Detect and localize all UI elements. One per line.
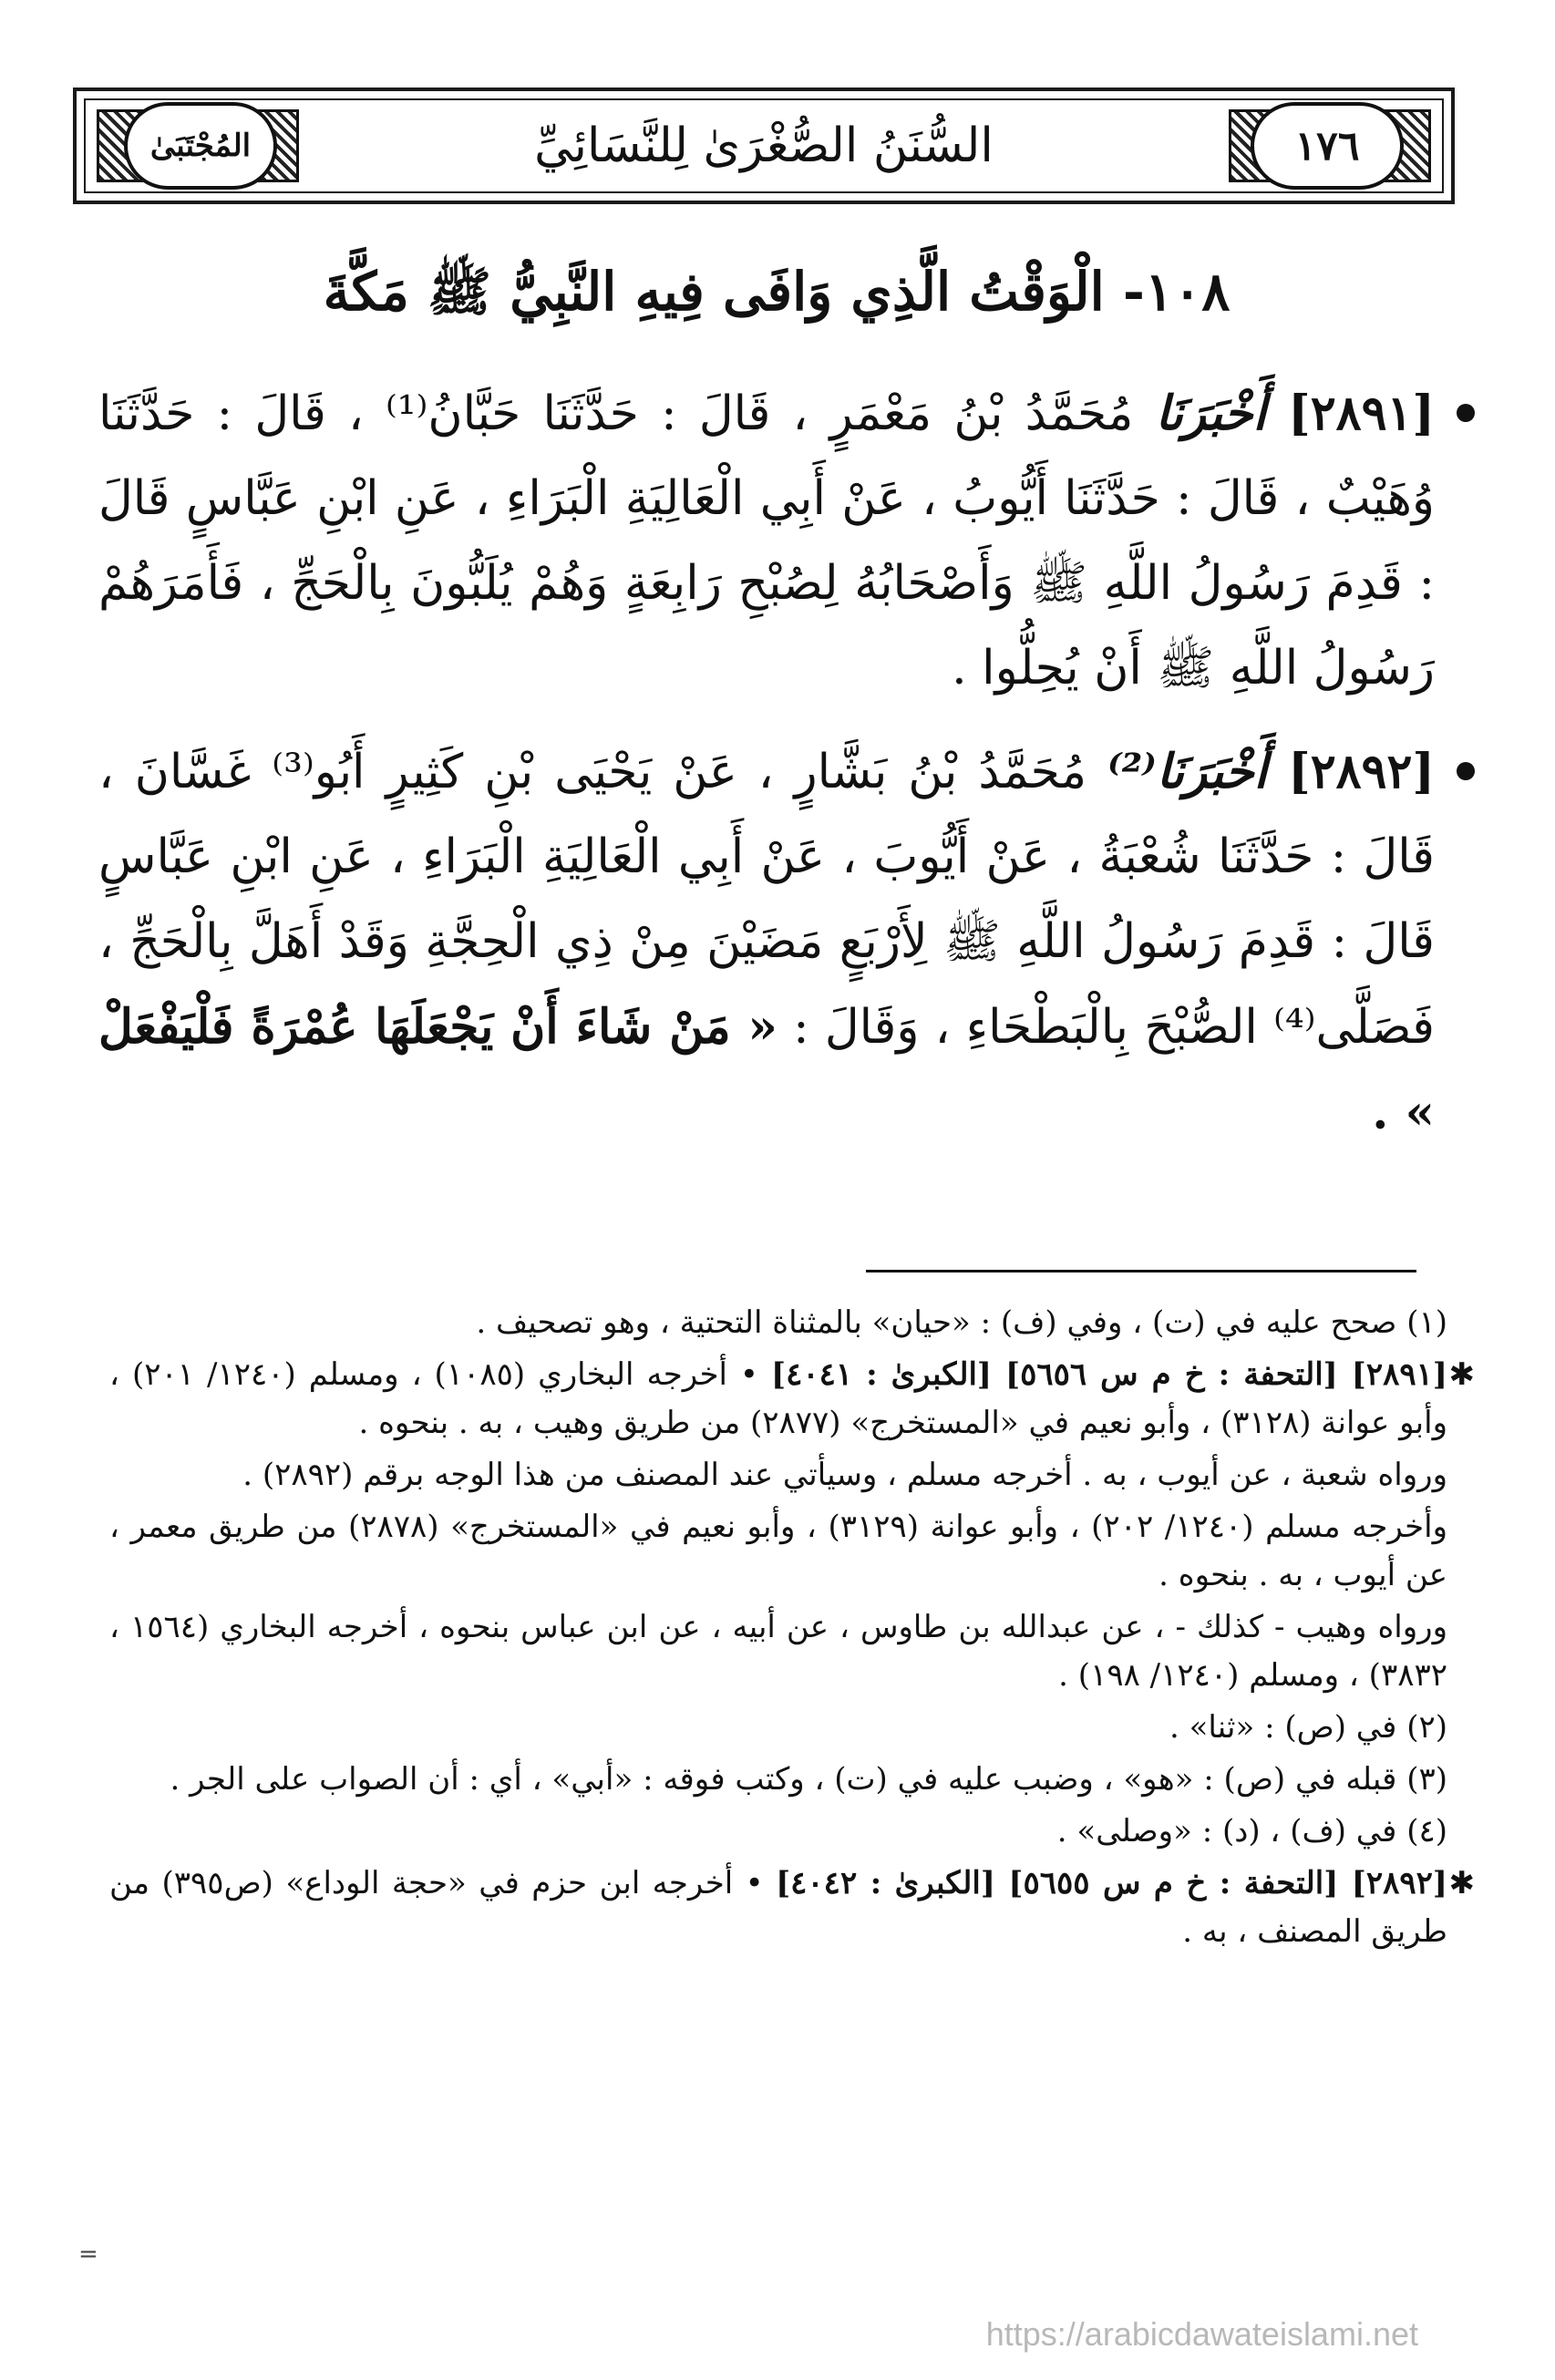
footnote	[109, 1704, 1447, 1752]
footnote-reference: [٢٨٩٢] [التحفة : خ م س ٥٦٥٥] [الكبرىٰ : ٤٠٤٢]	[776, 1865, 1448, 1901]
margin-mark: =	[78, 2241, 98, 2268]
hadith-number: [٢٨٩١]	[1288, 386, 1436, 441]
bullet-icon	[1457, 762, 1475, 780]
chapter-title: ١٠٨- الْوَقْتُ الَّذِي وَافَى فِيهِ النَّبِيُّ ﷺ مَكَّةَ	[323, 261, 1231, 323]
footnote-takhrij	[109, 1351, 1475, 1448]
footnote-text: وأخرجه مسلم (١٢٤٠/ ٢٠٢) ، وأبو عوانة (٣١٢٩) ، وأبو نعيم في «المستخرج» (٢٨٧٨) من طريق معمر ، عن أيوب ، به . بنحوه .	[109, 1509, 1448, 1593]
footnote-text: • أخرجه ابن حزم في «حجة الوداع» (ص٣٩٥) من طريق المصنف ، به .	[109, 1865, 1447, 1950]
hadith-number: [٢٨٩٢]	[1288, 744, 1436, 799]
footnote	[109, 1756, 1447, 1804]
hadith-opening: أَخْبَرَنَا	[1155, 386, 1266, 441]
asterisk-icon: ✱	[1448, 1356, 1475, 1393]
page-number: ١٧٦	[1251, 102, 1404, 190]
footnote	[109, 1299, 1447, 1347]
hadith-quote: « مَنْ شَاءَ أَنْ يَجْعَلَهَا عُمْرَةً فَلْيَفْعَلْ » .	[98, 999, 1435, 1140]
bullet-icon	[1457, 404, 1475, 422]
footnote-text: (٤) في (ف) ، (د) : «وصلى» .	[1056, 1813, 1447, 1849]
footnote-text: (١) صحح عليه في (ت) ، وفي (ف) : «حيان» بالمثناة التحتية ، وهو تصحيف .	[476, 1304, 1447, 1341]
footnote-takhrij	[109, 1860, 1475, 1956]
footnote	[109, 1603, 1447, 1700]
footnotes	[109, 1299, 1475, 1960]
page-header	[73, 88, 1455, 204]
footnote-text: (٢) في (ص) : «ثنا» .	[1169, 1709, 1447, 1746]
footnote	[109, 1808, 1447, 1856]
hadith-paragraph	[98, 371, 1455, 711]
series-label: المُجْتَبَىٰ	[124, 102, 277, 190]
hadith-text: مُحَمَّدُ بْنُ مَعْمَرٍ ، قَالَ : حَدَّثَنَا حَبَّانُ⁽¹⁾ ، قَالَ : حَدَّثَنَا وُهَيْبٌ ، قَالَ : حَدَّثَنَا أَيُّوبُ ، عَنْ أَبِي الْعَالِيَةِ الْبَرَاءِ ، عَنِ ابْنِ عَبَّاسٍ قَالَ : قَدِمَ رَسُولُ اللَّهِ ﷺ وَأَصْحَابُهُ لِصُبْحِ رَابِعَةٍ وَهُمْ يُلَبُّونَ بِالْحَجِّ ، فَأَمَرَهُمْ رَسُولُ اللَّهِ ﷺ أَنْ يُحِلُّوا .	[98, 386, 1435, 695]
hadith-opening: أَخْبَرَنَا⁽²⁾	[1107, 744, 1268, 799]
watermark: https://arabicdawateislami.net	[985, 2315, 1418, 2353]
main-text	[98, 260, 1455, 1174]
hadith-paragraph	[98, 729, 1455, 1156]
footnote-text: ورواه وهيب - كذلك - ، عن عبدالله بن طاوس ، عن أبيه ، عن ابن عباس بنحوه ، أخرجه البخاري (١٥٦٤ ، ٣٨٣٢) ، ومسلم (١٢٤٠/ ١٩٨) .	[109, 1609, 1447, 1694]
footnote-text: • أخرجه البخاري (١٠٨٥) ، ومسلم (١٢٤٠/ ٢٠١) ، وأبو عوانة (٣١٢٨) ، وأبو نعيم في «المستخرج» (٢٨٧٧) من طريق وهيب ، به . بنحوه .	[109, 1356, 1447, 1441]
book-title: السُّنَنُ الصُّغْرَىٰ لِلنَّسَائِيِّ	[534, 118, 994, 173]
footnote-divider	[866, 1270, 1416, 1272]
footnote	[109, 1451, 1447, 1499]
asterisk-icon: ✱	[1448, 1865, 1475, 1901]
footnote-reference: [٢٨٩١] [التحفة : خ م س ٥٦٥٦] [الكبرىٰ : ٤٠٤١]	[770, 1356, 1447, 1393]
hadith-text: مُحَمَّدُ بْنُ بَشَّارٍ ، عَنْ يَحْيَى بْنِ كَثِيرٍ أَبُو⁽³⁾ غَسَّانَ ، قَالَ : حَدَّثَنَا شُعْبَةُ ، عَنْ أَيُّوبَ ، عَنْ أَبِي الْعَالِيَةِ الْبَرَاءِ ، عَنِ ابْنِ عَبَّاسٍ قَالَ : قَدِمَ رَسُولُ اللَّهِ ﷺ لِأَرْبَعٍ مَضَيْنَ مِنْ ذِي الْحِجَّةِ وَقَدْ أَهَلَّ بِالْحَجِّ ، فَصَلَّى⁽⁴⁾ الصُّبْحَ بِالْبَطْحَاءِ ، وَقَالَ :	[98, 745, 1436, 1055]
footnote-text: (٣) قبله في (ص) : «هو» ، وضبب عليه في (ت) ، وكتب فوقه : «أبي» ، أي : أن الصواب على الجر .	[170, 1761, 1447, 1798]
footnote-text: ورواه شعبة ، عن أيوب ، به . أخرجه مسلم ، وسيأتي عند المصنف من هذا الوجه برقم (٢٨٩٢) .	[242, 1457, 1447, 1493]
footnote	[109, 1503, 1447, 1600]
